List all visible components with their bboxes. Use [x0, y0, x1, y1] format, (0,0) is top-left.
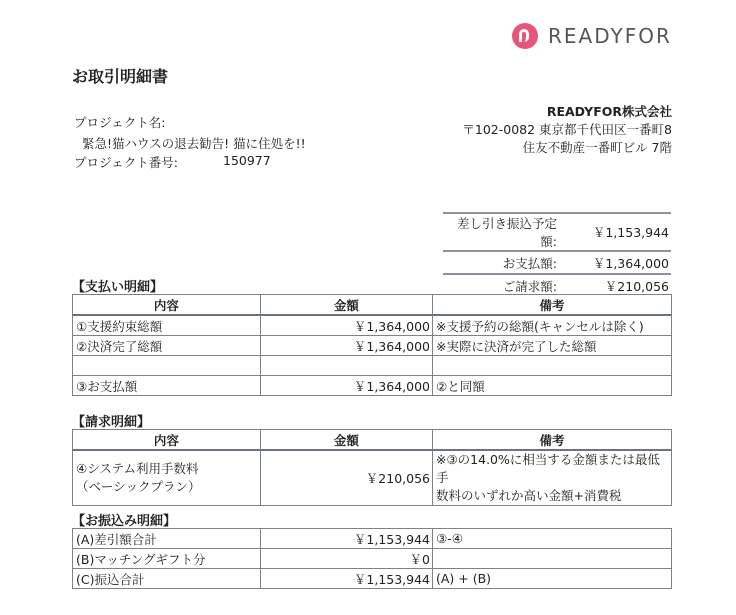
table-row [73, 315, 672, 336]
row-item: (B)マッチングギフト分 [73, 549, 261, 569]
table-header-row [73, 430, 672, 451]
project-name-value: 緊急!猫ハウスの退去勧告! 猫に住処を!! [82, 136, 306, 151]
row-amount: ￥1,364,000 [260, 315, 432, 336]
row-item [73, 450, 261, 506]
header-amount: 金額 [260, 295, 432, 316]
readyfor-logo [512, 22, 672, 50]
transfer-section-title: 【お振込み明細】 [72, 514, 177, 529]
header-amount: 金額 [260, 430, 432, 451]
summary-row [443, 251, 671, 274]
summary-label: お支払額: [443, 251, 559, 274]
project-number-label: プロジェクト番号: [74, 155, 178, 170]
row-note-line2: 数料のいずれか高い金額+消費税 [436, 488, 622, 503]
table-row [73, 549, 672, 569]
summary-value: ￥210,056 [559, 274, 671, 297]
header-item: 内容 [73, 295, 261, 316]
transfer-table [72, 528, 672, 589]
row-item: (A)差引額合計 [73, 529, 261, 549]
company-name: READYFOR株式会社 [546, 104, 672, 119]
row-amount: ￥1,364,000 [260, 376, 432, 396]
summary-value: ￥1,364,000 [559, 251, 671, 274]
row-note: ②と同額 [433, 376, 672, 396]
row-item: (C)振込合計 [73, 569, 261, 589]
table-spacer-row [73, 356, 672, 376]
company-address-2: 住友不動産一番町ビル 7階 [522, 140, 672, 155]
summary-value: ￥1,153,944 [559, 213, 671, 251]
billing-table [72, 429, 672, 506]
payment-section-title: 【支払い明細】 [72, 280, 164, 295]
row-amount: ￥0 [260, 549, 432, 569]
row-amount: ￥210,056 [260, 450, 432, 506]
summary-table [443, 212, 671, 298]
page-title: お取引明細書 [72, 67, 169, 86]
row-note: (A) + (B) [433, 569, 672, 589]
readyfor-logo-icon [512, 23, 538, 49]
row-note-line1: ※③の14.0%に相当する金額または最低手 [436, 452, 660, 485]
logo-text: READYFOR [548, 24, 672, 48]
header-item: 内容 [73, 430, 261, 451]
row-note: ※支援予約の総額(キャンセルは除く) [433, 315, 672, 336]
row-amount: ￥1,364,000 [260, 336, 432, 356]
table-header-row [73, 295, 672, 316]
table-row [73, 529, 672, 549]
summary-row [443, 213, 671, 251]
summary-label: ご請求額: [443, 274, 559, 297]
row-item: ③お支払額 [73, 376, 261, 396]
row-amount: ￥1,153,944 [260, 569, 432, 589]
row-item: ②決済完了総額 [73, 336, 261, 356]
row-note: ③-④ [433, 529, 672, 549]
summary-label: 差し引き振込予定額: [443, 213, 559, 251]
table-row [73, 376, 672, 396]
table-row [73, 569, 672, 589]
row-note: ※実際に決済が完了した総額 [433, 336, 672, 356]
project-name-label: プロジェクト名: [74, 115, 166, 130]
table-row [73, 450, 672, 506]
row-item: ①支援約束総額 [73, 315, 261, 336]
project-number-value: 150977 [223, 153, 271, 168]
row-item-line1: ④システム利用手数料 [76, 461, 199, 476]
table-row [73, 336, 672, 356]
header-note: 備考 [433, 295, 672, 316]
payment-table [72, 294, 672, 396]
header-note: 備考 [433, 430, 672, 451]
billing-section-title: 【請求明細】 [72, 415, 151, 430]
row-note [433, 549, 672, 569]
row-note [433, 450, 672, 506]
row-amount: ￥1,153,944 [260, 529, 432, 549]
company-address-1: 〒102-0082 東京都千代田区一番町8 [462, 122, 672, 137]
row-item-line2: （ベーシックプラン） [76, 479, 201, 494]
